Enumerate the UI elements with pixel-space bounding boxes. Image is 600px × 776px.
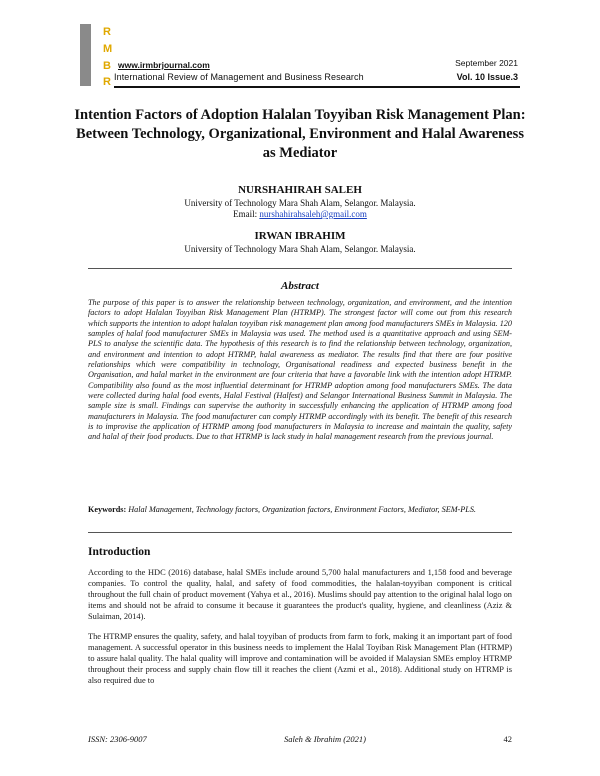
- logo-letter-b: B: [103, 60, 111, 72]
- abstract-top-rule: [88, 268, 512, 269]
- logo-letter-m: M: [103, 43, 113, 55]
- author-email-link[interactable]: nurshahirahsaleh@gmail.com: [259, 209, 367, 219]
- author-name-2: IRWAN IBRAHIM: [254, 230, 346, 242]
- logo-letter-r2: R: [103, 76, 111, 88]
- author-affiliation-2: University of Technology Mara Shah Alam, Selangor. Malaysia.: [184, 244, 416, 254]
- abstract-text: The purpose of this paper is to answer the relationship between technology, organization, and environment, and the intention factors to adopt Halalan Toyyiban Risk Management Plan (HTRMP). The strongest factor will come out from this research which supports the intention to adopt halalan toyyiban risk management plan among food manufacturers SMEs in Malaysia. 120 samples of halal food manufacturer SMEs in Malaysia was used. The method used is a quantitative approach and using SEM-PLS to analyse the scientific data. The hypothesis of this research is to find the relationship between technology, organization, and environment and intention to adopt HTRMP, halal awareness as mediator. The results find that there are four positive relationships which were compatibility in technology, Organisational readiness and expected business benefit in the Organisation, and halal market in the environment are four criteria that have a favorable link with the intention adopt HTRMP. Compatibility also found as the most influential determinant for HTRMP adoption among food manufacturers SMEs. The data were collected during halal food events, Halal Festival (Halfest) and Selangor International Business Summit in Malaysia. The sample size is small. Findings can supervise the authority in successfully enhancing the application of HTRMP among food manufacturers in Malaysia. The food manufacturer can comply HTRMP accordingly with its benefit. The benefit of this research is to improvise the application of HTRMP among food manufacturers in Malaysia to increase and maintain the quality, safety and halal of their food products. Due to that HTRMP is lack study in halal management research from the previous journal.: [88, 298, 512, 442]
- logo-letter-r: R: [103, 26, 111, 38]
- footer-issn: ISSN: 2306-9007: [88, 734, 147, 744]
- publication-date: September 2021: [455, 58, 518, 68]
- keywords: [88, 505, 512, 516]
- introduction-heading: Introduction: [88, 546, 151, 558]
- footer-citation: Saleh & Ibrahim (2021): [284, 734, 366, 744]
- introduction-paragraph-1: According to the HDC (2016) database, halal SMEs include around 5,700 halal manufacturers and 1,158 food and beverage companies. To control the quality, halal, and safety of food commodities, the halalan-toyyiban component is critical throughout the full chain of product movement (Yahya et al., 2016). Muslims should pay attention to the original halal logo on items and should not be afraid to consume it because it guarantees the product's quality, hygiene, and cleanliness (Aziz & Sulaiman, 2014).: [88, 568, 512, 621]
- volume-issue: Vol. 10 Issue.3: [456, 72, 518, 82]
- paper-title: Intention Factors of Adoption Halalan Toyyiban Risk Management Plan: Between Technology, Organizational, Environment and Halal Awareness as Mediator: [74, 107, 526, 161]
- journal-url-link[interactable]: www.irmbrjournal.com: [118, 60, 210, 70]
- page-number: 42: [503, 734, 512, 744]
- journal-logo-bar: [80, 24, 91, 86]
- introduction-paragraph-2: The HTRMP ensures the quality, safety, and halal toyyiban of products from farm to fork, making it an important part of food management. A successful operator in this business needs to implement the Halal Toyiban Risk Management Plan (HTRMP) to assure halal quality. The halal quality will improve and contamination will be avoided if Malaysian SMEs employ HTRMP throughout their process and supply chain flow till it reaches the client (Azmi et al., 2018). Additional study on HTRMP is also required due to: [88, 632, 512, 685]
- header-divider: [114, 86, 520, 88]
- abstract-bottom-rule: [88, 532, 512, 533]
- author-email-line: [70, 209, 530, 219]
- author-affiliation-1: University of Technology Mara Shah Alam, Selangor. Malaysia.: [184, 198, 416, 208]
- email-label: Email:: [233, 209, 258, 219]
- keywords-text: Halal Management, Technology factors, Organization factors, Environment Factors, Mediator, SEM-PLS.: [128, 505, 476, 514]
- author-name-1: NURSHAHIRAH SALEH: [238, 184, 362, 196]
- journal-name: International Review of Management and Business Research: [114, 72, 364, 82]
- keywords-label: Keywords:: [88, 505, 127, 514]
- abstract-heading: Abstract: [281, 280, 319, 292]
